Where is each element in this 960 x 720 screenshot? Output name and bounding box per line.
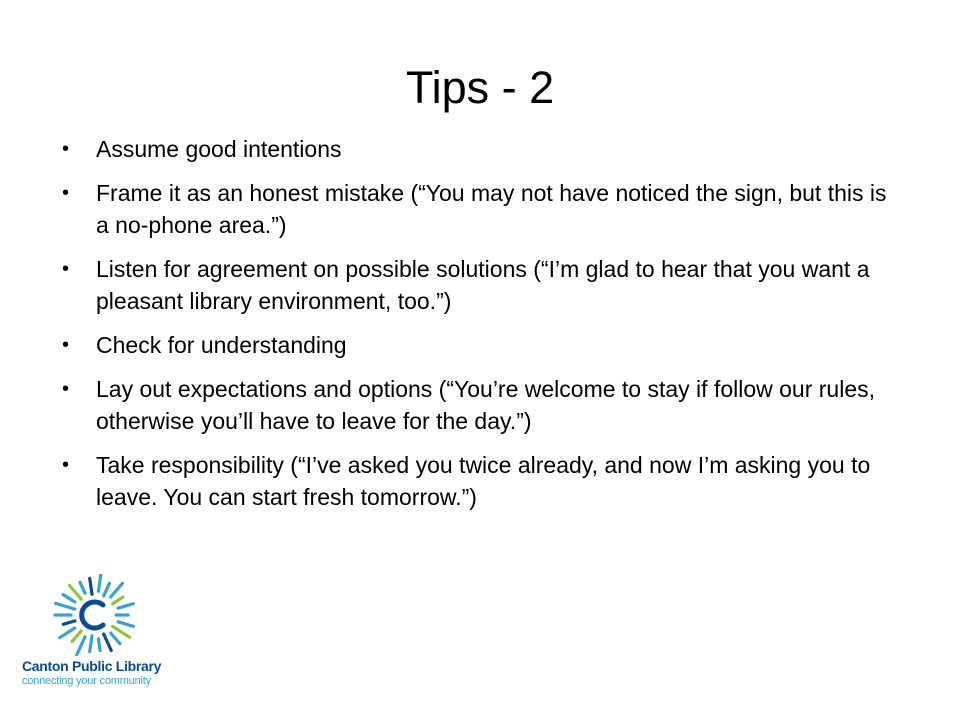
slide-title: Tips - 2	[405, 62, 555, 113]
logo-ray	[118, 622, 133, 627]
bullet-text: Frame it as an honest mistake (“You may not have noticed the sign, but this is a no-phone area.”)	[96, 180, 887, 238]
bullet-item	[60, 133, 900, 165]
bullet-text: Check for understanding	[96, 332, 347, 358]
logo-ray	[72, 631, 81, 642]
bullet-item	[60, 329, 900, 361]
logo-ray	[98, 639, 100, 651]
logo-ray	[90, 636, 92, 652]
logo-ray	[56, 603, 75, 609]
bullet-dot-icon: •	[62, 454, 70, 476]
sunburst-c-icon	[50, 574, 140, 656]
logo-ray	[104, 634, 112, 650]
logo-ray	[77, 637, 85, 655]
bullet-dot-icon: •	[62, 378, 70, 400]
bullet-text: Lay out expectations and options (“You’re welcome to stay if follow our rules, otherwise you’ll have to leave for the day.”)	[96, 376, 876, 434]
bullet-dot-icon: •	[62, 182, 70, 204]
logo-ray	[113, 626, 130, 637]
logo-ray	[111, 633, 120, 644]
logo-ray	[118, 604, 133, 609]
logo-ray	[60, 628, 75, 638]
bullet-item	[60, 373, 900, 437]
logo-ray	[111, 583, 123, 597]
bullet-item	[60, 253, 900, 317]
logo-ray	[63, 621, 75, 624]
bullet-dot-icon: •	[62, 258, 70, 280]
logo-ray	[80, 582, 85, 593]
logo-ray	[70, 586, 82, 600]
bullet-item	[60, 449, 900, 513]
bullet-text: Listen for agreement on possible solutions (“I’m glad to hear that you want a pleasant library environment, too.”)	[96, 256, 870, 314]
letter-c-shape	[82, 602, 103, 628]
bullet-dot-icon: •	[62, 138, 70, 160]
library-name: Canton Public Library	[22, 658, 162, 674]
library-tagline: connecting your community	[22, 675, 151, 687]
library-logo	[20, 574, 170, 694]
bullet-list	[60, 133, 900, 525]
logo-ray	[98, 574, 101, 591]
bullet-dot-icon: •	[62, 334, 70, 356]
logo-ray	[104, 583, 110, 596]
bullet-text: Assume good intentions	[96, 136, 342, 162]
bullet-text: Take responsibility (“I’ve asked you twice already, and now I’m asking you to leave. You can start fresh tomorrow.”)	[96, 452, 871, 510]
logo-ray	[90, 578, 92, 594]
logo-ray	[113, 597, 123, 603]
bullet-item	[60, 177, 900, 241]
logo-ray	[63, 595, 75, 603]
